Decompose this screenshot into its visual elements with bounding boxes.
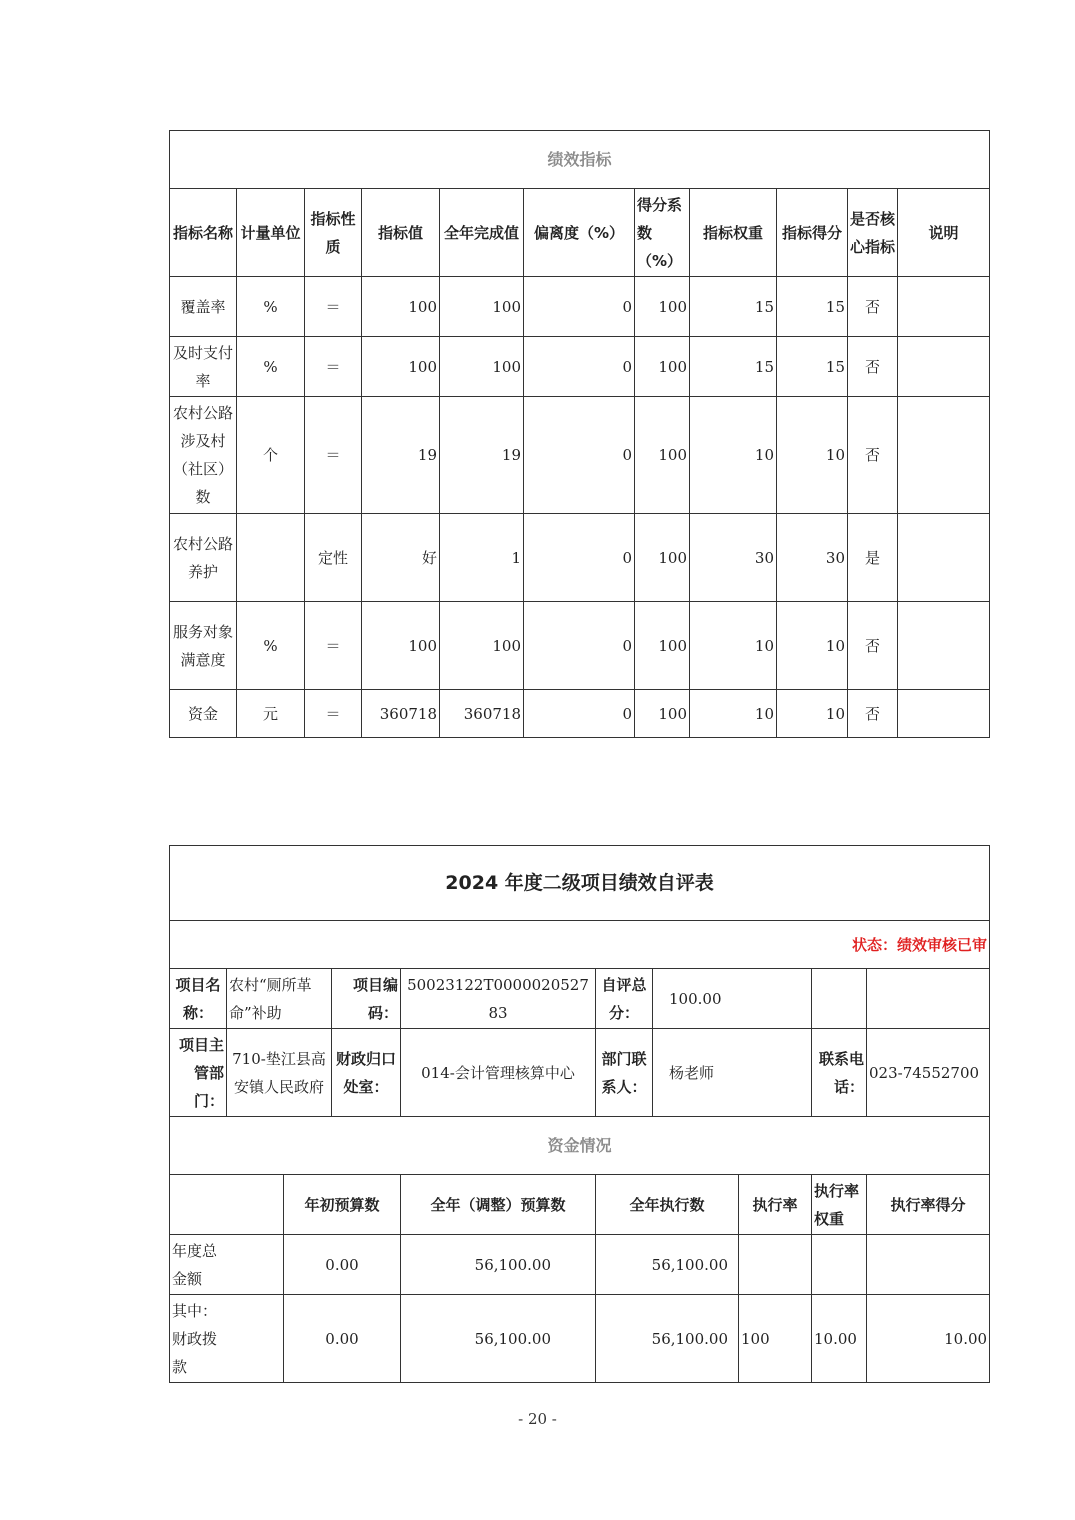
funds-adjusted: 56,100.00 bbox=[401, 1295, 596, 1383]
page-number: - 20 - bbox=[518, 1410, 557, 1428]
indicator-value: 100 bbox=[362, 277, 440, 337]
header-cell: 指标值 bbox=[362, 189, 440, 277]
funds-weight: 10.00 bbox=[812, 1295, 867, 1383]
project-code-label: 项目编码： bbox=[332, 969, 401, 1029]
funds-row-label: 年度总金额 bbox=[170, 1235, 284, 1295]
indicator-name: 资金 bbox=[170, 690, 237, 738]
indicator-nature: 定性 bbox=[305, 514, 362, 602]
funds-executed: 56,100.00 bbox=[596, 1235, 739, 1295]
funds-rate bbox=[739, 1235, 812, 1295]
indicator-score: 10 bbox=[777, 397, 848, 514]
table-row bbox=[170, 397, 990, 514]
header-cell: 指标得分 bbox=[777, 189, 848, 277]
indicator-note bbox=[898, 337, 990, 397]
indicator-unit: % bbox=[237, 602, 305, 690]
indicator-core: 否 bbox=[848, 277, 898, 337]
phone-value: 023-74552700 bbox=[867, 1029, 990, 1117]
indicator-deviation: 0 bbox=[524, 397, 635, 514]
indicator-value: 19 bbox=[362, 397, 440, 514]
header-cell: 全年（调整）预算数 bbox=[401, 1175, 596, 1235]
indicator-value: 360718 bbox=[362, 690, 440, 738]
indicator-deviation: 0 bbox=[524, 690, 635, 738]
phone-label: 联系电话： bbox=[812, 1029, 867, 1117]
indicator-done: 100 bbox=[440, 337, 524, 397]
header-cell: 指标性质 bbox=[305, 189, 362, 277]
indicator-nature: ＝ bbox=[305, 690, 362, 738]
indicator-weight: 15 bbox=[690, 277, 777, 337]
indicator-weight: 10 bbox=[690, 690, 777, 738]
indicator-note bbox=[898, 514, 990, 602]
indicator-score: 15 bbox=[777, 277, 848, 337]
indicator-nature: ＝ bbox=[305, 337, 362, 397]
indicator-weight: 10 bbox=[690, 397, 777, 514]
status-badge: 状态：绩效审核已审 bbox=[170, 921, 990, 969]
indicator-note bbox=[898, 690, 990, 738]
header-cell: 是否核心指标 bbox=[848, 189, 898, 277]
indicator-name: 服务对象满意度 bbox=[170, 602, 237, 690]
empty-cell bbox=[812, 969, 867, 1029]
indicator-coefficient: 100 bbox=[635, 690, 690, 738]
funds-initial: 0.00 bbox=[284, 1295, 401, 1383]
indicator-nature: ＝ bbox=[305, 397, 362, 514]
indicator-done: 100 bbox=[440, 602, 524, 690]
indicator-core: 否 bbox=[848, 690, 898, 738]
project-name-label: 项目名称： bbox=[170, 969, 227, 1029]
indicator-weight: 15 bbox=[690, 337, 777, 397]
indicator-coefficient: 100 bbox=[635, 602, 690, 690]
header-cell: 指标权重 bbox=[690, 189, 777, 277]
header-cell: 全年完成值 bbox=[440, 189, 524, 277]
indicator-deviation: 0 bbox=[524, 337, 635, 397]
performance-header-row bbox=[170, 189, 990, 277]
indicator-done: 360718 bbox=[440, 690, 524, 738]
funds-weight bbox=[812, 1235, 867, 1295]
indicator-value: 100 bbox=[362, 337, 440, 397]
header-cell: 执行率得分 bbox=[867, 1175, 990, 1235]
indicator-nature: ＝ bbox=[305, 602, 362, 690]
header-cell: 计量单位 bbox=[237, 189, 305, 277]
funds-section-title: 资金情况 bbox=[170, 1117, 990, 1175]
header-cell: 执行率 bbox=[739, 1175, 812, 1235]
empty-header-cell bbox=[170, 1175, 284, 1235]
dept-value: 710-垫江县高安镇人民政府 bbox=[227, 1029, 332, 1117]
indicator-note bbox=[898, 277, 990, 337]
header-cell: 年初预算数 bbox=[284, 1175, 401, 1235]
indicator-value: 好 bbox=[362, 514, 440, 602]
table-row bbox=[170, 1295, 990, 1383]
indicator-deviation: 0 bbox=[524, 277, 635, 337]
project-info-row bbox=[170, 969, 990, 1029]
dept-label: 项目主管部门： bbox=[170, 1029, 227, 1117]
indicator-deviation: 0 bbox=[524, 514, 635, 602]
indicator-score: 10 bbox=[777, 690, 848, 738]
table-row bbox=[170, 1235, 990, 1295]
indicator-done: 100 bbox=[440, 277, 524, 337]
indicator-core: 否 bbox=[848, 602, 898, 690]
finance-office-value: 014-会计管理核算中心 bbox=[401, 1029, 596, 1117]
indicator-core: 是 bbox=[848, 514, 898, 602]
indicator-core: 否 bbox=[848, 337, 898, 397]
indicator-coefficient: 100 bbox=[635, 397, 690, 514]
indicator-unit bbox=[237, 514, 305, 602]
funds-score: 10.00 bbox=[867, 1295, 990, 1383]
table-row bbox=[170, 690, 990, 738]
funds-rate: 100 bbox=[739, 1295, 812, 1383]
indicator-coefficient: 100 bbox=[635, 514, 690, 602]
indicator-unit: 个 bbox=[237, 397, 305, 514]
table-row bbox=[170, 337, 990, 397]
header-cell: 指标名称 bbox=[170, 189, 237, 277]
project-code-value: 50023122T000002052783 bbox=[401, 969, 596, 1029]
indicator-done: 1 bbox=[440, 514, 524, 602]
header-cell: 得分系数（%） bbox=[635, 189, 690, 277]
header-cell: 全年执行数 bbox=[596, 1175, 739, 1235]
indicator-name: 覆盖率 bbox=[170, 277, 237, 337]
form-title: 2024 年度二级项目绩效自评表 bbox=[170, 846, 990, 921]
indicator-name: 及时支付率 bbox=[170, 337, 237, 397]
indicator-nature: ＝ bbox=[305, 277, 362, 337]
header-cell: 说明 bbox=[898, 189, 990, 277]
performance-section-title: 绩效指标 bbox=[170, 131, 990, 189]
indicator-weight: 30 bbox=[690, 514, 777, 602]
dept-info-row bbox=[170, 1029, 990, 1117]
self-evaluation-form bbox=[169, 845, 990, 1383]
funds-initial: 0.00 bbox=[284, 1235, 401, 1295]
funds-score bbox=[867, 1235, 990, 1295]
funds-header-row bbox=[170, 1175, 990, 1235]
self-score-value: 100.00 bbox=[653, 969, 812, 1029]
empty-cell bbox=[867, 969, 990, 1029]
table-row bbox=[170, 514, 990, 602]
contact-value: 杨老师 bbox=[653, 1029, 812, 1117]
indicator-score: 30 bbox=[777, 514, 848, 602]
indicator-note bbox=[898, 602, 990, 690]
indicator-score: 15 bbox=[777, 337, 848, 397]
indicator-unit: % bbox=[237, 337, 305, 397]
header-cell: 偏离度（%） bbox=[524, 189, 635, 277]
indicator-unit: 元 bbox=[237, 690, 305, 738]
header-cell: 执行率权重 bbox=[812, 1175, 867, 1235]
finance-office-label: 财政归口处室： bbox=[332, 1029, 401, 1117]
performance-indicator-table bbox=[169, 130, 990, 738]
funds-row-label: 其中：财政拨款 bbox=[170, 1295, 284, 1383]
contact-label: 部门联系人： bbox=[596, 1029, 653, 1117]
self-score-label: 自评总分： bbox=[596, 969, 653, 1029]
table-row bbox=[170, 277, 990, 337]
indicator-coefficient: 100 bbox=[635, 337, 690, 397]
table-row bbox=[170, 602, 990, 690]
indicator-name: 农村公路涉及村（社区）数 bbox=[170, 397, 237, 514]
indicator-score: 10 bbox=[777, 602, 848, 690]
funds-executed: 56,100.00 bbox=[596, 1295, 739, 1383]
indicator-unit: % bbox=[237, 277, 305, 337]
indicator-core: 否 bbox=[848, 397, 898, 514]
indicator-value: 100 bbox=[362, 602, 440, 690]
project-name-value: 农村“厕所革命”补助 bbox=[227, 969, 332, 1029]
indicator-deviation: 0 bbox=[524, 602, 635, 690]
indicator-weight: 10 bbox=[690, 602, 777, 690]
indicator-name: 农村公路养护 bbox=[170, 514, 237, 602]
funds-adjusted: 56,100.00 bbox=[401, 1235, 596, 1295]
indicator-note bbox=[898, 397, 990, 514]
indicator-done: 19 bbox=[440, 397, 524, 514]
indicator-coefficient: 100 bbox=[635, 277, 690, 337]
